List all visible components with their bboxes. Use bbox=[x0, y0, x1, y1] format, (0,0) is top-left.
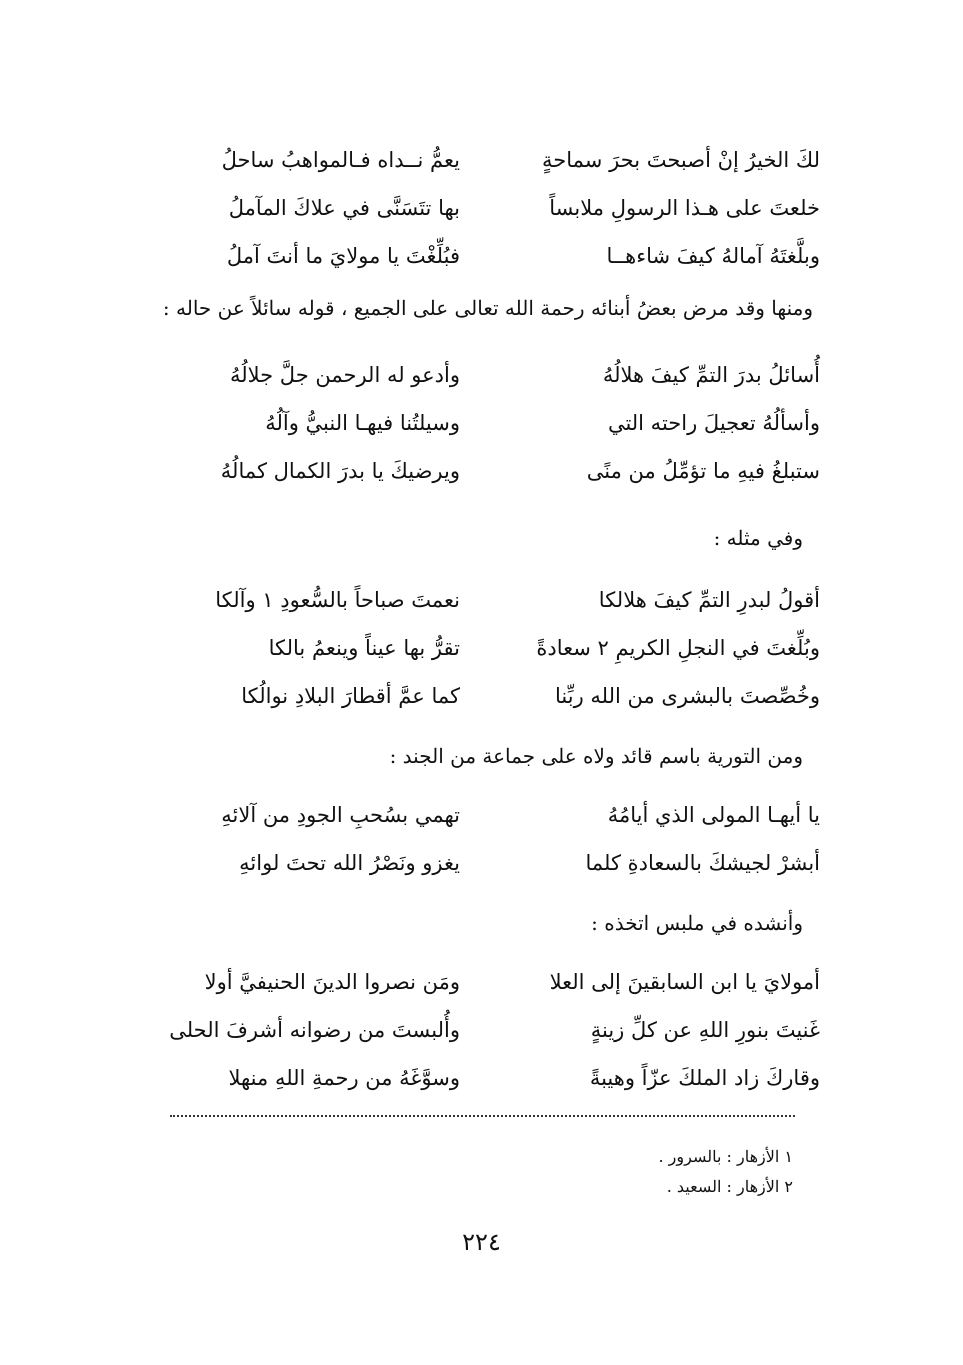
verse bbox=[120, 580, 820, 628]
verse bbox=[120, 355, 820, 403]
second-hemistich: ويرضيكَ يا بدرَ الكمال كمالُهُ bbox=[220, 459, 460, 483]
first-hemistich: يا أيهـا المولى الذي أيامُهُ bbox=[607, 803, 820, 827]
first-hemistich: أمولايَ يا ابن السابقينَ إلى العلا bbox=[549, 970, 820, 994]
second-hemistich: ومَن نصروا الدينَ الحنيفيَّ أولا bbox=[204, 970, 460, 994]
intro-paragraph: وأنشده في ملبس اتخذه : bbox=[591, 911, 803, 935]
poem-5 bbox=[120, 962, 820, 1106]
verse bbox=[120, 236, 820, 284]
second-hemistich: يغزو ونَصْرُ الله تحتَ لوائهِ bbox=[239, 851, 460, 875]
first-hemistich: غَنيتَ بنورِ اللهِ عن كلِّ زينةٍ bbox=[590, 1018, 820, 1042]
second-hemistich: بها تتَسَنَّى في علاكَ المآملُ bbox=[228, 196, 460, 220]
poem-3 bbox=[120, 580, 820, 724]
footnote: ٢ الأزهار : السعيد . bbox=[666, 1177, 793, 1196]
second-hemistich: فبُلِّغْتَ يا مولايَ ما أنتَ آملُ bbox=[226, 244, 460, 268]
second-hemistich: تقرُّ بها عيناً وينعمُ بالكا bbox=[268, 636, 460, 660]
verse bbox=[120, 451, 820, 499]
verse bbox=[120, 1010, 820, 1058]
verse bbox=[120, 188, 820, 236]
verse bbox=[120, 1058, 820, 1106]
intro-paragraph: وفي مثله : bbox=[713, 526, 803, 550]
verse bbox=[120, 403, 820, 451]
first-hemistich: وبُلِّغتَ في النجلِ الكريمِ ٢ سعادةً bbox=[536, 636, 820, 660]
first-hemistich: لكَ الخيرُ إنْ أصبحتَ بحرَ سماحةٍ bbox=[542, 148, 820, 172]
intro-paragraph: ومنها وقد مرض بعضُ أبنائه رحمة الله تعالى على الجميع ، قوله سائلاً عن حاله : bbox=[162, 296, 813, 320]
second-hemistich: وسيلتُنا فيهـا النبيُّ وآلُهُ bbox=[265, 411, 460, 435]
verse bbox=[120, 628, 820, 676]
verse bbox=[120, 140, 820, 188]
first-hemistich: خلعتَ على هـذا الرسولِ ملابساً bbox=[549, 196, 820, 220]
first-hemistich: وأسألُهُ تعجيلَ راحته التي bbox=[607, 411, 820, 435]
footnote-divider bbox=[170, 1115, 795, 1117]
verse bbox=[120, 962, 820, 1010]
second-hemistich: كما عمَّ أقطارَ البلادِ نوالُكا bbox=[241, 684, 460, 708]
second-hemistich: يعمُّ نــداه فـالمواهبُ ساحلُ bbox=[221, 148, 460, 172]
first-hemistich: وخُصِّصتَ بالبشرى من الله ربِّنا bbox=[554, 684, 820, 708]
second-hemistich: وأُلبستَ من رضوانه أشرفَ الحلى bbox=[169, 1018, 460, 1042]
verse bbox=[120, 795, 820, 843]
poem-1 bbox=[120, 140, 820, 284]
footnote: ١ الأزهار : بالسرور . bbox=[658, 1147, 793, 1166]
first-hemistich: وبلَّغتَهُ آمالهُ كيفَ شاءهــا bbox=[606, 244, 820, 268]
verse bbox=[120, 676, 820, 724]
first-hemistich: أُسائلُ بدرَ التمِّ كيفَ هلالُهُ bbox=[602, 363, 820, 387]
poem-2 bbox=[120, 355, 820, 499]
second-hemistich: تهمي بسُحبِ الجودِ من آلائهِ bbox=[221, 803, 460, 827]
footnotes bbox=[658, 1142, 793, 1202]
second-hemistich: نعمتَ صباحاً بالسُّعودِ ١ وآلكا bbox=[215, 588, 460, 612]
second-hemistich: وسوَّغَهُ من رحمةِ اللهِ منهلا bbox=[228, 1066, 460, 1090]
page-number: ٢٢٤ bbox=[462, 1228, 501, 1256]
first-hemistich: ستبلغُ فيهِ ما تؤمِّلُ من منًى bbox=[586, 459, 820, 483]
intro-paragraph: ومن التورية باسم قائد ولاه على جماعة من الجند : bbox=[389, 744, 803, 768]
verse bbox=[120, 843, 820, 891]
first-hemistich: وقاركَ زاد الملكَ عزّاً وهيبةً bbox=[589, 1066, 820, 1090]
first-hemistich: أقولُ لبدرِ التمِّ كيفَ هلالكا bbox=[598, 588, 820, 612]
first-hemistich: أبشرْ لجيشكَ بالسعادةِ كلما bbox=[585, 851, 820, 875]
poem-4 bbox=[120, 795, 820, 891]
second-hemistich: وأدعو له الرحمن جلَّ جلالُهُ bbox=[229, 363, 460, 387]
